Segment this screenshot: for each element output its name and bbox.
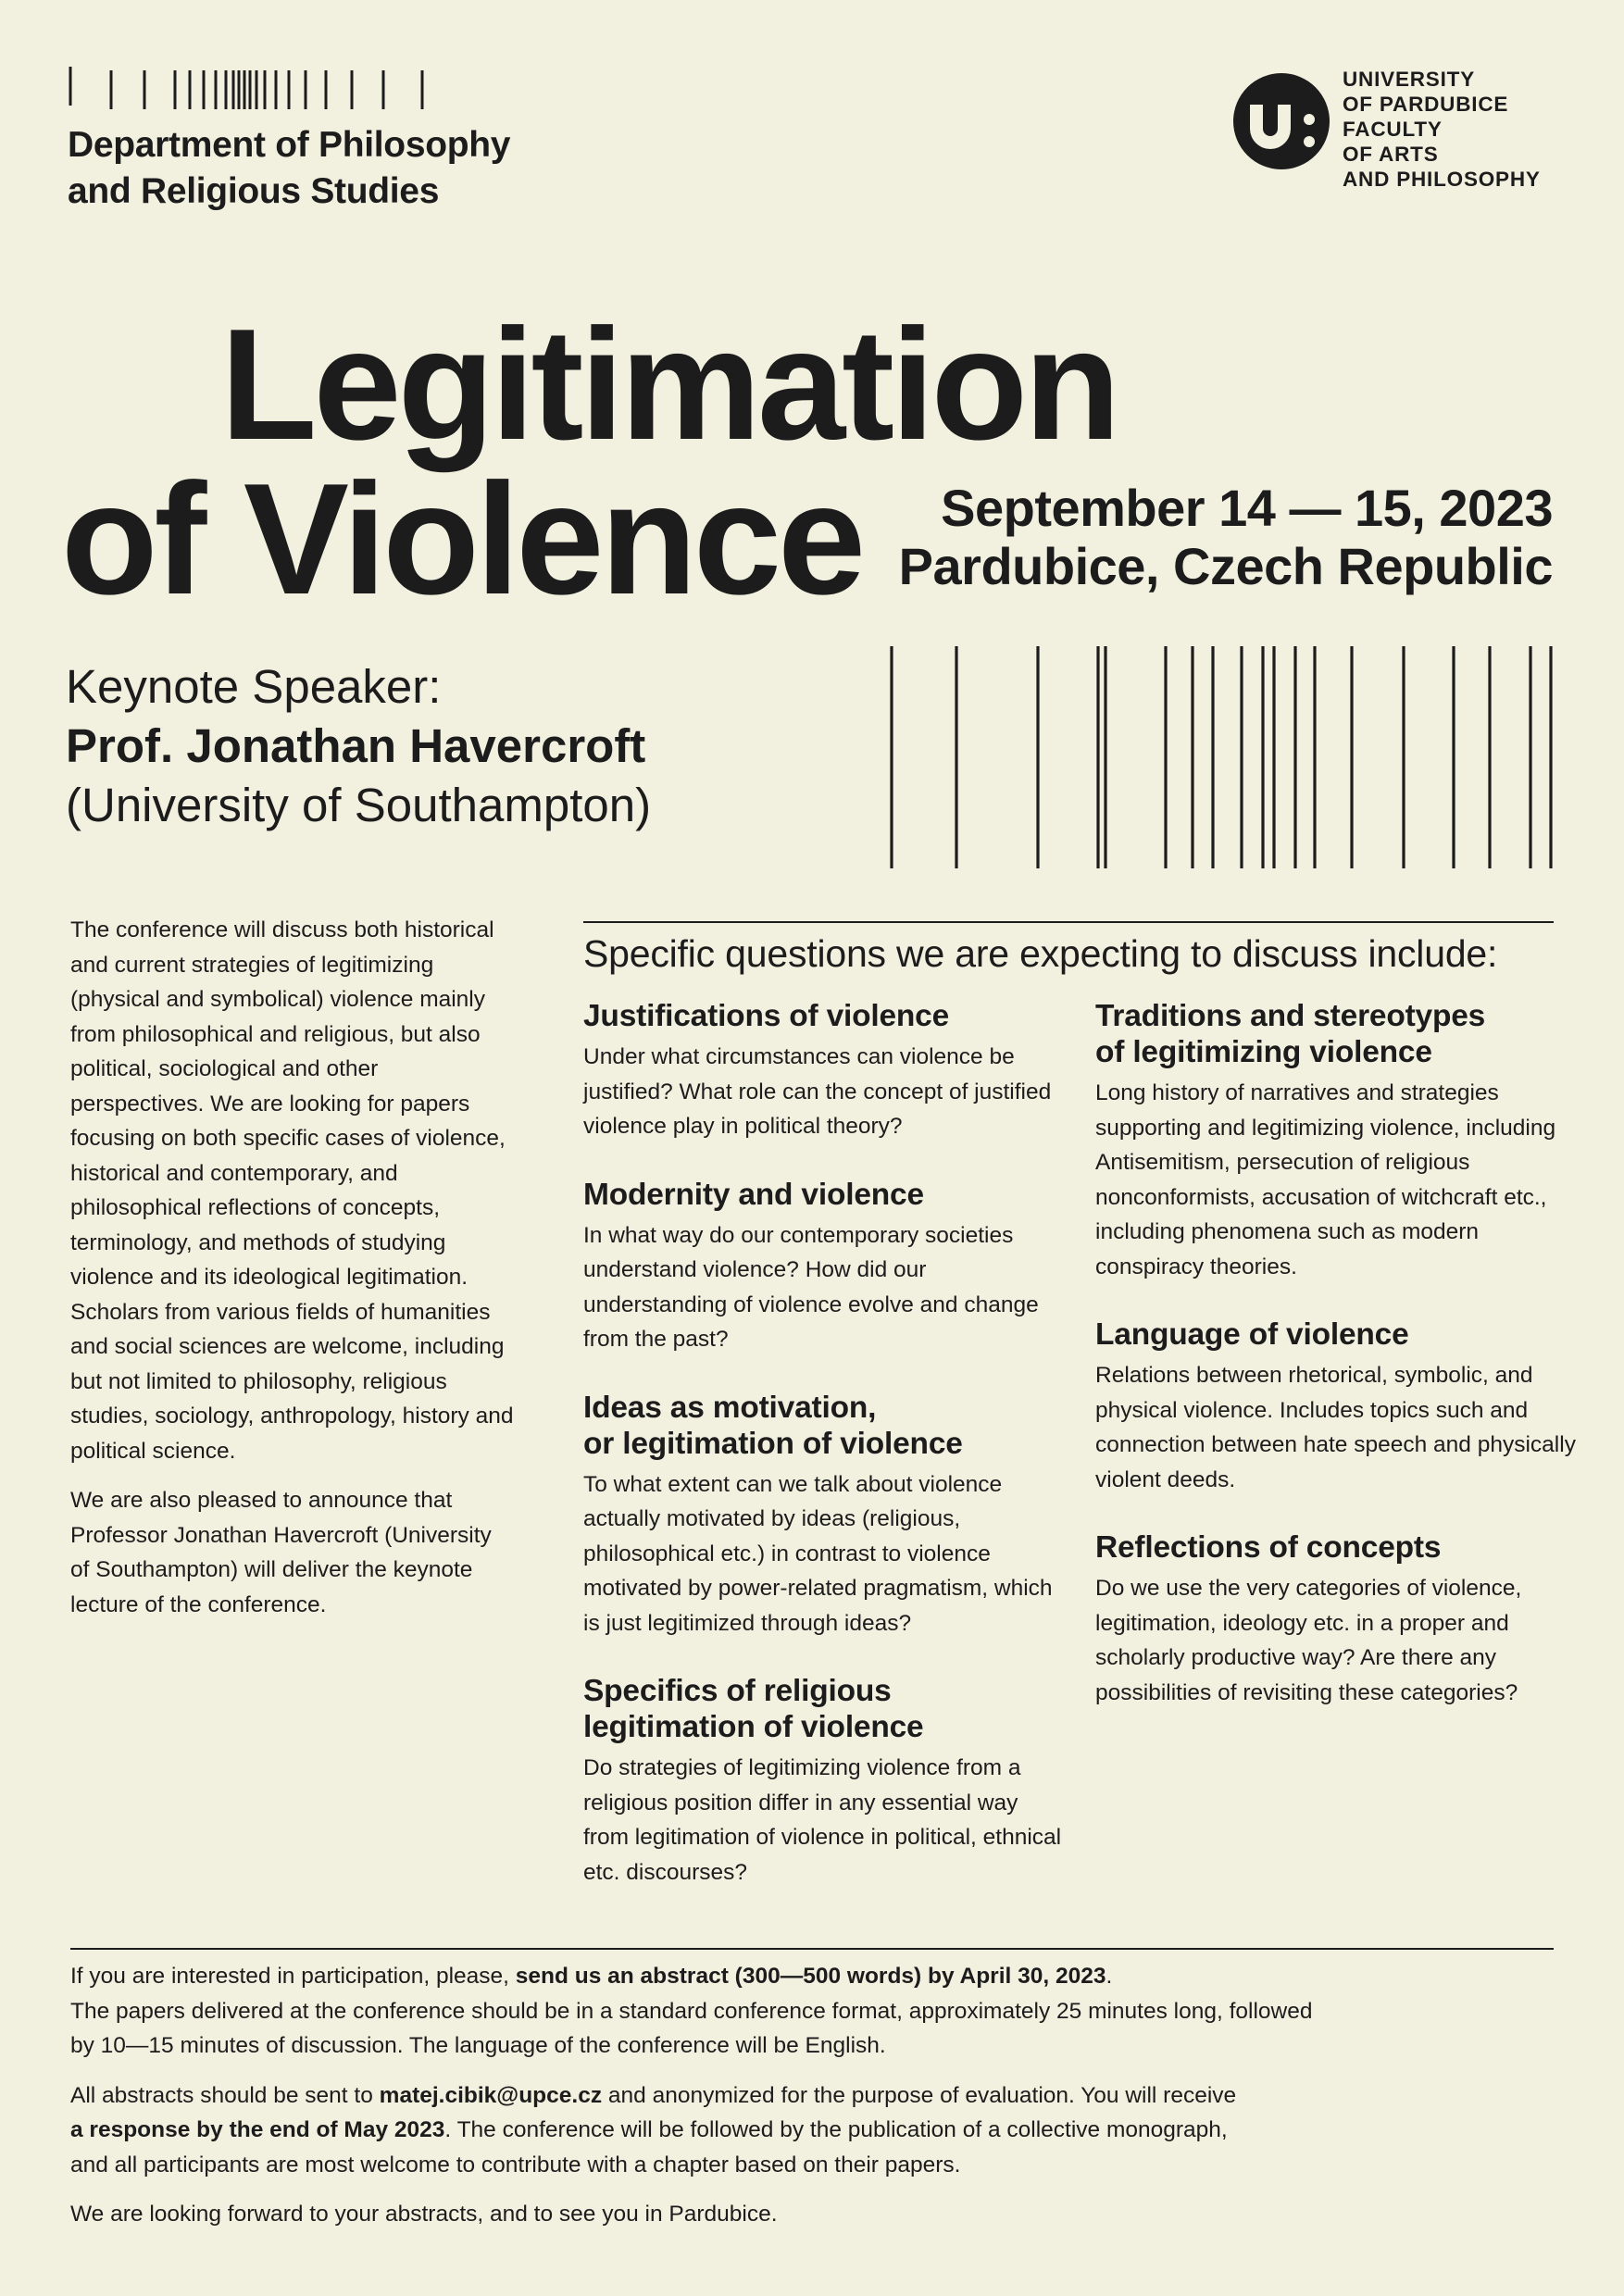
decorative-barcode-top	[69, 67, 431, 109]
university-name	[1343, 67, 1541, 192]
question-text: To what extent can we talk about violence actually motivated by ideas (religious, philosophical etc.) in contrast to violence motivated by power-related pragmatism, which is just legitimized through ideas?	[583, 1471, 1053, 1636]
department-line-1: Department of Philosophy	[68, 125, 511, 165]
question-item	[583, 1390, 1065, 1641]
logo-text-line: OF PARDUBICE	[1343, 93, 1509, 116]
logo-text-line: FACULTY	[1343, 118, 1443, 141]
footer-paragraph	[70, 2078, 1556, 2183]
logo-text-line: UNIVERSITY	[1343, 68, 1476, 91]
keynote-speaker-name: Prof. Jonathan Havercroft	[66, 719, 646, 772]
question-title-line: Specifics of religious	[583, 1674, 892, 1708]
footer-text: The papers delivered at the conference should be in a standard conference format, approximately 25 minutes long, followed	[70, 1998, 1313, 2024]
question-item	[583, 998, 1065, 1144]
footer-paragraph	[70, 1959, 1556, 2064]
question-title-line: legitimation of violence	[583, 1710, 924, 1744]
question-title	[583, 1673, 1065, 1745]
abstract-deadline: send us an abstract (300—500 words) by April 30, 2023	[515, 1964, 1106, 1989]
footer-text: and anonymized for the purpose of evaluation. You will receive	[602, 2082, 1237, 2108]
question-item	[1095, 1529, 1577, 1710]
question-item	[583, 1177, 1065, 1357]
divider	[583, 921, 1554, 923]
intro-paragraph: We are also pleased to announce that Professor Jonathan Havercroft (University of Southampton) will deliver the keynote lecture of the conference.	[70, 1488, 492, 1617]
question-title-line: of legitimizing violence	[1095, 1035, 1432, 1069]
keynote-block	[66, 657, 651, 835]
question-title: Justifications of violence	[583, 999, 950, 1033]
question-title: Reflections of concepts	[1095, 1530, 1442, 1565]
question-text: In what way do our contemporary societies understand violence? How did our understanding of violence evolve and change from the past?	[583, 1222, 1039, 1352]
footer-text: and all participants are most welcome to contribute with a chapter based on their papers.	[70, 2152, 961, 2177]
question-title	[1095, 998, 1577, 1070]
question-title-line: or legitimation of violence	[583, 1426, 963, 1461]
question-text: Relations between rhetorical, symbolic, and physical violence. Includes topics such and connection between hate speech and physically violent deeds.	[1095, 1363, 1576, 1492]
logo-text-line: OF ARTS	[1343, 143, 1439, 166]
question-text: Do strategies of legitimizing violence from a religious position differ in any essential way from legitimation of violence in political, ethnical etc. discourses?	[583, 1755, 1062, 1885]
response-deadline: a response by the end of May 2023	[70, 2117, 445, 2142]
question-item	[1095, 1316, 1577, 1497]
department-line-2: and Religious Studies	[68, 171, 440, 211]
question-item	[1095, 998, 1577, 1284]
page-title-line-2: of Violence	[61, 451, 863, 628]
question-text: Do we use the very categories of violence, legitimation, ideology etc. in a proper and scholarly productive way? Are there any possibilities of revisiting these categories?	[1095, 1576, 1522, 1705]
logo-text-line: AND PHILOSOPHY	[1343, 168, 1541, 191]
contact-email: matej.cibik@upce.cz	[379, 2082, 603, 2108]
question-title-line: Ideas as motivation,	[583, 1390, 877, 1425]
footer-text: . The conference will be followed by the publication of a collective monograph,	[444, 2117, 1228, 2142]
question-item	[583, 1673, 1065, 1890]
footer-text: by 10—15 minutes of discussion. The language of the conference will be English.	[70, 2033, 886, 2058]
question-text: Long history of narratives and strategies supporting and legitimizing violence, including Antisemitism, persecution of religious nonconformists, accusation of witchcraft etc., including phenomena such as modern conspiracy theories.	[1095, 1080, 1556, 1279]
footer-text: All abstracts should be sent to	[70, 2082, 380, 2108]
question-title	[583, 1390, 1065, 1462]
intro-paragraph: The conference will discuss both historical and current strategies of legitimizing (physical and symbolical) violence mainly from philosophical and religious, but also political, sociological and other perspectives. We are looking for papers focusing on both specific cases of violence, historical and contemporary, and philosophical reflections of concepts, terminology, and methods of studying violence and its ideological legitimation. Scholars from various fields of humanities and social sciences are welcome, including but not limited to philosophy, religious studies, sociology, anthropology, history and political science.	[70, 917, 514, 1464]
question-title: Language of violence	[1095, 1317, 1409, 1352]
footer-text: If you are interested in participation, please,	[70, 1964, 516, 1989]
question-title: Modernity and violence	[583, 1177, 924, 1212]
keynote-affiliation: (University of Southampton)	[66, 779, 652, 831]
intro-text	[70, 913, 515, 1637]
questions-column-left	[583, 998, 1065, 1922]
questions-heading: Specific questions we are expecting to discuss include:	[583, 932, 1498, 975]
page-title-line-1: Legitimation	[220, 296, 1118, 473]
question-title-line: Traditions and stereotypes	[1095, 999, 1486, 1033]
call-for-papers	[70, 1959, 1556, 2247]
divider	[70, 1948, 1554, 1950]
keynote-label: Keynote Speaker:	[66, 660, 442, 713]
questions-column-right	[1095, 998, 1577, 1742]
footer-paragraph: We are looking forward to your abstracts, and to see you in Pardubice.	[70, 2202, 778, 2227]
event-date: September 14 — 15, 2023	[941, 479, 1553, 537]
decorative-barcode-middle	[885, 646, 1556, 868]
event-location: Pardubice, Czech Republic	[898, 537, 1553, 595]
department-name	[68, 122, 510, 215]
university-logo-icon	[1231, 68, 1339, 175]
question-text: Under what circumstances can violence be justified? What role can the concept of justified violence play in political theory?	[583, 1044, 1052, 1139]
footer-text: .	[1106, 1964, 1113, 1989]
